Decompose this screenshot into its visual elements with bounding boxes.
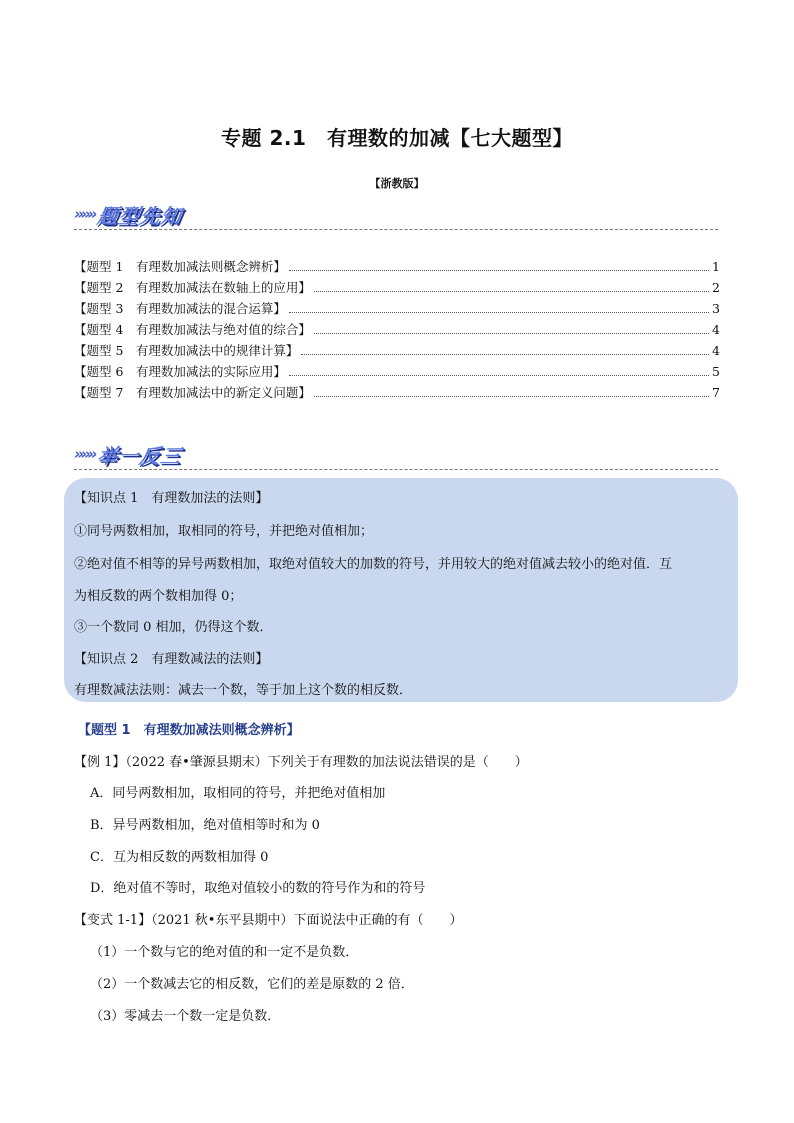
option-d: D．绝对值不等时，取绝对值较小的数的符号作为和的符号 (90, 881, 426, 896)
section-heading: 【题型 1 有理数加减法则概念辨析】 (78, 723, 300, 738)
banner-title: 举一反三 (95, 443, 185, 468)
divider (74, 469, 718, 470)
toc-entry-page: 4 (712, 343, 720, 358)
toc-leader-dots (289, 375, 709, 376)
knowledge-rule: ①同号两数相加，取相同的符号，并把绝对值相加； (74, 524, 374, 539)
knowledge-rule: 有理数减法法则：减去一个数，等于加上这个数的相反数． (74, 683, 413, 698)
knowledge-rule: ③一个数同 0 相加，仍得这个数． (74, 620, 273, 635)
option-a: A．同号两数相加，取相同的符号，并把绝对值相加 (90, 786, 386, 801)
option-c: C．互为相反数的两数相加得 0 (90, 850, 269, 865)
statement-1: （1）一个数与它的绝对值的和一定不是负数． (90, 945, 359, 960)
example-question: 【例 1】（2022 春•肇源县期末）下列关于有理数的加法说法错误的是（ ） (74, 755, 528, 770)
toc-leader-dots (314, 396, 709, 397)
knowledge-point-1-title: 【知识点 1 有理数加法的法则】 (74, 491, 269, 506)
toc-entry-label: 【题型 6 有理数加减法的实际应用】 (74, 364, 286, 379)
banner-examples (74, 440, 185, 468)
toc-entry-label: 【题型 1 有理数加减法则概念辨析】 (74, 259, 286, 274)
edition-label: 【浙教版】 (369, 177, 425, 190)
toc-entry-label: 【题型 3 有理数加减法的混合运算】 (74, 301, 286, 316)
knowledge-rule: ②绝对值不相等的异号两数相加，取绝对值较大的加数的符号，并用较大的绝对值减去较小的绝对值．互 (74, 557, 673, 572)
toc-entry[interactable] (74, 320, 720, 341)
toc-leader-dots (289, 270, 709, 271)
statement-2: （2）一个数减去它的相反数，它们的差是原数的 2 倍． (90, 977, 414, 992)
toc-entry-page: 2 (712, 280, 720, 295)
triple-arrow-icon: »»» (74, 205, 95, 223)
toc-leader-dots (301, 354, 709, 355)
toc-entry[interactable] (74, 278, 720, 299)
toc-leader-dots (289, 312, 709, 313)
toc-entry-page: 4 (712, 322, 720, 337)
toc-entry[interactable] (74, 341, 720, 362)
toc-leader-dots (314, 333, 709, 334)
toc-entry-label: 【题型 7 有理数加减法中的新定义问题】 (74, 385, 311, 400)
toc-entry[interactable] (74, 257, 720, 278)
table-of-contents (74, 257, 720, 404)
toc-entry-page: 1 (712, 259, 720, 274)
toc-entry[interactable] (74, 362, 720, 383)
variant-question: 【变式 1-1】（2021 秋•东平县期中）下面说法中正确的有（ ） (74, 913, 463, 928)
toc-entry-page: 7 (712, 385, 720, 400)
knowledge-box (64, 478, 738, 702)
toc-entry-page: 5 (712, 364, 720, 379)
banner-title: 题型先知 (95, 203, 185, 228)
toc-entry-label: 【题型 2 有理数加减法在数轴上的应用】 (74, 280, 311, 295)
knowledge-point-2-title: 【知识点 2 有理数减法的法则】 (74, 652, 269, 667)
option-b: B．异号两数相加，绝对值相等时和为 0 (90, 818, 320, 833)
divider (74, 229, 718, 230)
triple-arrow-icon: »»» (74, 445, 95, 463)
toc-entry[interactable] (74, 383, 720, 404)
toc-leader-dots (314, 291, 709, 292)
toc-entry[interactable] (74, 299, 720, 320)
toc-entry-label: 【题型 4 有理数加减法与绝对值的综合】 (74, 322, 311, 337)
knowledge-rule: 为相反数的两个数相加得 0； (74, 589, 243, 604)
toc-entry-page: 3 (712, 301, 720, 316)
document-title: 专题 2.1 有理数的加减【七大题型】 (221, 126, 573, 150)
statement-3: （3）零减去一个数一定是负数． (90, 1009, 281, 1024)
banner-topic-preview (74, 200, 185, 228)
toc-entry-label: 【题型 5 有理数加减法中的规律计算】 (74, 343, 299, 358)
